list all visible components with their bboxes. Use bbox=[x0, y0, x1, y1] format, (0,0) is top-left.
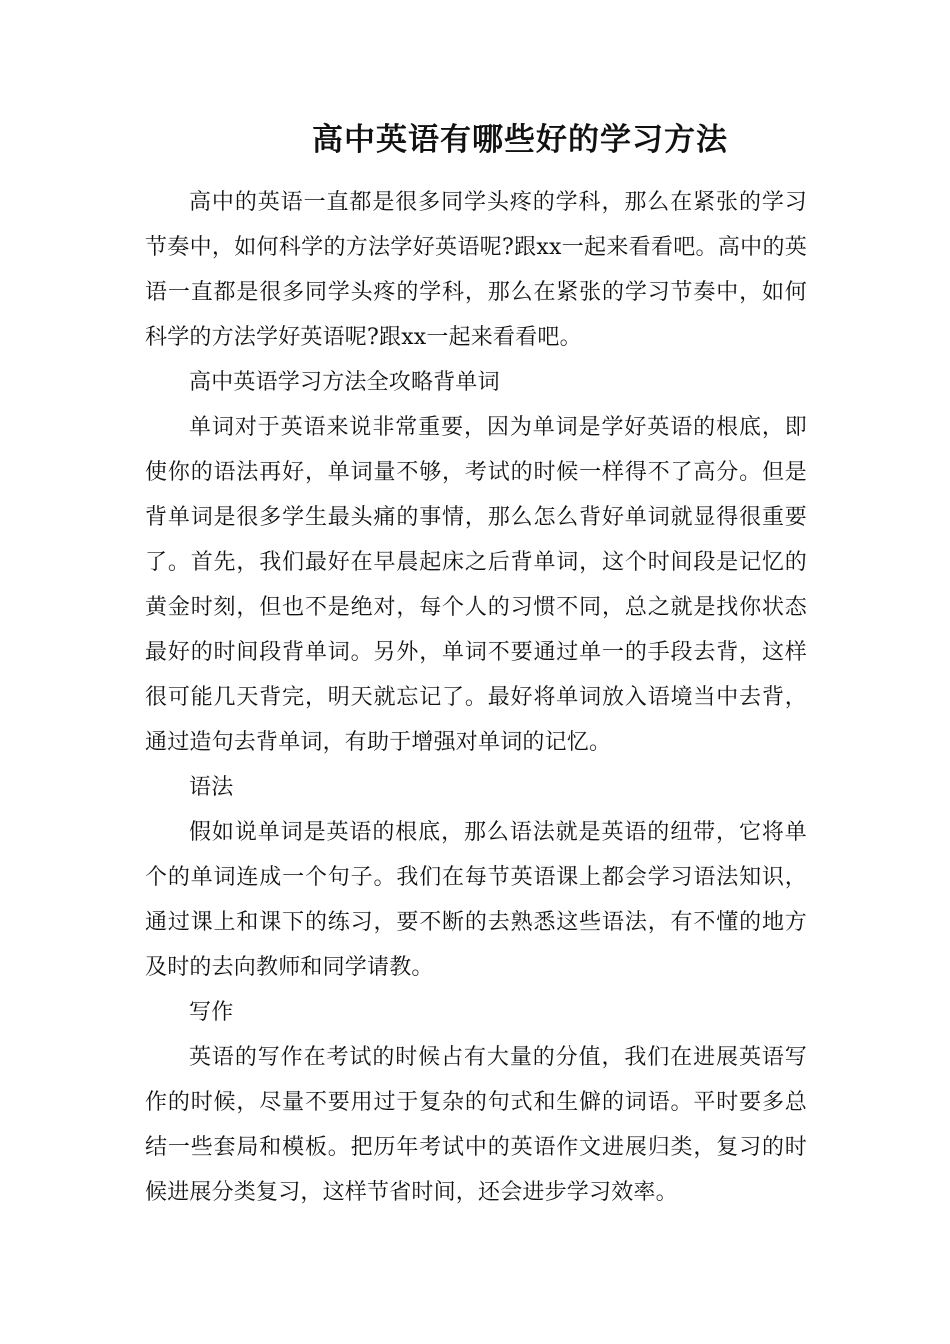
section-paragraph-vocabulary: 单词对于英语来说非常重要，因为单词是学好英语的根底，即使你的语法再好，单词量不够，考试的时候一样得不了高分。但是背单词是很多学生最头痛的事情，那么怎么背好单词就显得很重要了。首先，我们最好在早晨起床之后背单词，这个时间段是记忆的黄金时刻，但也不是绝对，每个人的习惯不同，总之就是找你状态最好的时间段背单词。另外，单词不要通过单一的手段去背，这样很可能几天背完，明天就忘记了。最好将单词放入语境当中去背，通过造句去背单词，有助于增强对单词的记忆。 bbox=[145, 415, 807, 755]
intro-paragraph: 高中的英语一直都是很多同学头疼的学科，那么在紧张的学习节奏中，如何科学的方法学好英语呢?跟xx一起来看看吧。高中的英语一直都是很多同学头疼的学科，那么在紧张的学习节奏中，如何科学的方法学好英语呢?跟xx一起来看看吧。 bbox=[145, 190, 807, 350]
section-heading-grammar: 语法 bbox=[189, 775, 234, 800]
document-body bbox=[145, 180, 807, 1215]
section-paragraph-grammar: 假如说单词是英语的根底，那么语法就是英语的纽带，它将单个的单词连成一个句子。我们在每节英语课上都会学习语法知识，通过课上和课下的练习，要不断的去熟悉这些语法，有不懂的地方及时的去向教师和同学请教。 bbox=[145, 820, 807, 980]
section-paragraph-writing: 英语的写作在考试的时候占有大量的分值，我们在进展英语写作的时候，尽量不要用过于复杂的句式和生僻的词语。平时要多总结一些套局和模板。把历年考试中的英语作文进展归类，复习的时候进展分类复习，这样节省时间，还会进步学习效率。 bbox=[145, 1045, 807, 1205]
document-title: 高中英语有哪些好的学习方法 bbox=[312, 122, 728, 158]
section-heading-vocabulary: 高中英语学习方法全攻略背单词 bbox=[189, 370, 500, 395]
section-heading-writing: 写作 bbox=[189, 1000, 234, 1025]
